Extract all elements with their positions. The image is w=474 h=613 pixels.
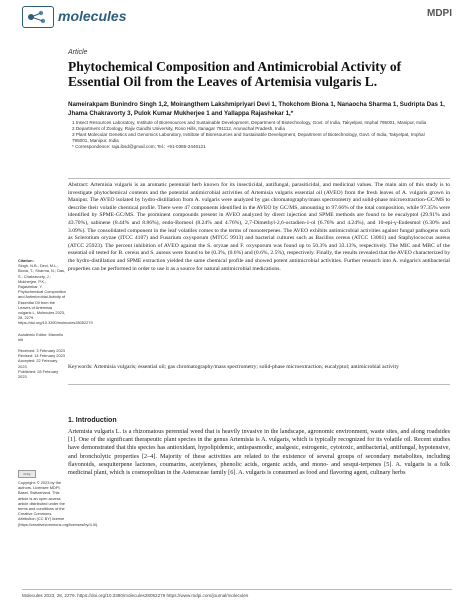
citation-text[interactable]: Singh, N.B.; Devi, M.L.; Biona, T.; Sharma, N.; Das, S.; Chakravorty, J.; Mukherjee, P.K.; Rajashekar, Y. Phytochemical Composition and Antimicrobial Activity of Essential Oil from the Leaves of Artemisia vulgaris L. Molecules 2023, 28, 2279. https://doi.org/10.3390/molecules28052279 [18, 263, 93, 326]
affiliation-3: 3 Plant Molecular Genetics and Genomics Laboratory, Institute of Bioresources and Sustainable Development, Department of Biotechnology, Govt. of India, Takyelpat, Imphal 795001, Manipur, India [72, 132, 425, 143]
affiliation-1: 1 Insect Resources Laboratory, Institute of Bioresources and Sustainable Development, Department of Biotechnology, Govt. of India, Takyelpat, Imphal 795001, Manipur, India [72, 120, 427, 125]
revised-date: Revised: 14 February 2023 [18, 353, 65, 359]
published-date: Published: 28 February 2023 [18, 368, 59, 380]
journal-name: molecules [58, 8, 127, 24]
keywords: Keywords: Artemisia vulgaris; essential oil; gas chromatography/mass spectrometry; solid-phase microextraction; eucalyptol; antimicrobial activity [68, 364, 399, 370]
correspondence: * Correspondence: raja.ibsd@gmail.com; Tel.: +91-0385-2446121 [72, 144, 206, 149]
cc-license-badge[interactable]: cc by [18, 470, 36, 478]
sidebar [18, 258, 93, 380]
accepted-date: Accepted: 22 February 2023 [18, 358, 58, 369]
citation-label: Citation: [18, 258, 34, 263]
author-list: Nameirakpam Bunindro Singh 1,2, Moirangthem Lakshmipriyari Devi 1, Thokchom Biona 1, Nanaocha Sharma 1, Sudripta Das 1, Jhama Chakravorty 3, Pulok Kumar Mukherjee 1 and Yallappa Rajashekar 1,* [68, 101, 445, 117]
molecule-icon [23, 7, 53, 27]
abstract: Abstract: Artemisia vulgaris is an aromatic perennial herb known for its insecticidal, antifungal, parasiticidal, and medicinal values. The main aim of this study is to investigate phytochemical contents and the potential antimicrobial activities of Artemisia vulgaris essential oil (AVEO) from the fresh leaves of A. vulgaris grown in Manipur. The AVEO isolated by hydro-distillation from A. vulgaris were analyzed by gas chromatography/mass spectrometry and solid-phase microextraction-GC/MS to describe their volatile chemical profile. There were 47 components identified in the AVEO by GC/MS, amounting to 97.66% of the total composition, while 97.35% were identified by SPME-GC/MS. The prominent compounds present in AVEO analyzed by direct injection and SPME methods are found to be eucalyptol (29.91% and 43.70%), sabinene (8.44% and 8.86%), endo-Borneol (8.24% and 4.76%), 2,7-Dimethyl-2,6-octadien-1-ol (6.76% and 4.24%), and 10-epi-γ-Eudesmol (6.30% and 3.09%). The consolidated component in the leaf volatiles comes to the terms of monoterpenes. The AVEO exhibits antimicrobial activities against fungal pathogens such as Sclerotium oryzae (ITCC 4107) and Fusarium oxysporum (MTCC 9913) and bacterial cultures such as Bacillus cereus (ATCC 13061) and Staphylococcus aureus (ATCC 25923). The percent inhibition of AVEO against the S. oryzae and F. oxysporum was found up to 50.3% and 33.13%, respectively. The MIC and MBC of the essential oil tested for B. cereus and S. aureus were found to be (0.3%, (0.6%) and (0.6%, 2.5%), respectively. Finally, the results revealed that the AVEO characterized by the hydro-distillation and SPME extraction yielded the same chemical profile and showed potent antimicrobial activities. Further research into A. vulgaris's antibacterial properties can be performed in order to use it as a source for natural antimicrobial medications. [68, 182, 450, 272]
received-date: Received: 3 February 2023 [18, 348, 65, 354]
academic-editor: Academic Editor: Marcello Iriti [18, 331, 64, 342]
introduction-text: Artemisia vulgaris L. is a rhizomatous perennial weed that is heavily invasive in the landscape, agronomic environment, waste sites, and along roadsides [1]. One of the significant therapeutic plant species in the genus Artemisia is A. vulgaris, which is typically recognized for its volatile oil. Recent studies have demonstrated that this species has antioxidant, hypolipidemic, antispasmodic, analgesic, estrogenic, cytotoxic, antibacterial, antifungal, hypotensive, and broncholytic properties [2–4]. Majority of these activities are related to the existence of several groups of secondary metabolites, including flavonoids, sesquiterpene lactones, coumarins, acetylenes, phenolic acids, organic acids, and mono- and sesqui-terpenes [5]. A. vulgaris is a folk medicinal plant, which is cosmopolitan in the Asteraceae family [6]. A. vulgaris is consumed as food and flavoring agent, culinary herbs [68, 428, 450, 477]
copyright-text: Copyright: © 2023 by the authors. Licensee MDPI, Basel, Switzerland. This article is an open access article distributed under the terms and conditions of the Creative Commons Attribution (CC BY) license (https://creativecommons.org/licenses/by/4.0/). [18, 480, 99, 527]
publisher-logo: MDPI [427, 8, 452, 19]
paper-title: Phytochemical Composition and Antimicrobial Activity of Essential Oil from the Leaves of Artemisia vulgaris L. [68, 59, 402, 89]
copyright-block [18, 480, 99, 527]
affiliations [72, 120, 442, 150]
journal-logo [22, 6, 54, 28]
abstract-bottom-rule [68, 384, 450, 385]
section-heading: 1. Introduction [68, 417, 117, 424]
affiliation-2: 2 Department of Zoology, Rajiv Gandhi University, Rono Hills, Itanagar 791112, Arunachal Pradesh, India [72, 126, 285, 131]
abstract-top-rule [68, 178, 450, 179]
article-type: Article [68, 49, 88, 56]
page-footer: Molecules 2023, 28, 2279. https://doi.org/10.3390/molecules28052279 https://www.mdpi.com/journal/molecules [22, 593, 249, 598]
footer-rule [22, 589, 452, 590]
